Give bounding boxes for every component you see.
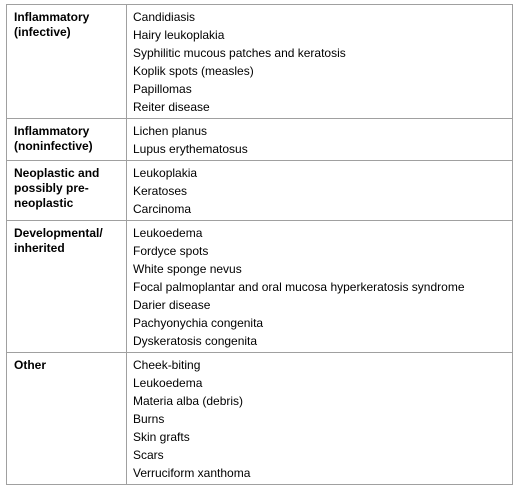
table-row [7, 5, 513, 119]
items-cell [127, 119, 513, 161]
items-cell [127, 5, 513, 119]
list-item: Verruciform xanthoma [133, 466, 251, 480]
list-item: Cheek-biting [133, 358, 201, 372]
category-cell: Inflammatory (infective) [7, 5, 127, 119]
items-cell [127, 161, 513, 221]
list-item: Hairy leukoplakia [133, 28, 225, 42]
category-cell: Developmental/ inherited [7, 221, 127, 353]
category-cell: Inflammatory (noninfective) [7, 119, 127, 161]
list-item: Carcinoma [133, 202, 192, 216]
list-item: Fordyce spots [133, 244, 209, 258]
list-item: Keratoses [133, 184, 188, 198]
list-item: Candidiasis [133, 10, 196, 24]
list-item: White sponge nevus [133, 262, 242, 276]
list-item: Pachyonychia congenita [133, 316, 264, 330]
list-item: Dyskeratosis congenita [133, 334, 258, 348]
list-item: Reiter disease [133, 100, 210, 114]
list-item: Leukoedema [133, 376, 203, 390]
list-item: Skin grafts [133, 430, 190, 444]
list-item: Syphilitic mucous patches and keratosis [133, 46, 346, 60]
list-item: Burns [133, 412, 165, 426]
list-item: Focal palmoplantar and oral mucosa hyperkeratosis syndrome [133, 280, 465, 294]
list-item: Papillomas [133, 82, 192, 96]
table-row [7, 119, 513, 161]
items-cell [127, 353, 513, 485]
list-item: Lupus erythematosus [133, 142, 248, 156]
table-body [7, 5, 513, 485]
list-item: Materia alba (debris) [133, 394, 244, 408]
category-cell: Other [7, 353, 127, 485]
list-item: Lichen planus [133, 124, 208, 138]
list-item: Koplik spots (measles) [133, 64, 254, 78]
table-row [7, 221, 513, 353]
list-item: Darier disease [133, 298, 211, 312]
list-item: Leukoplakia [133, 166, 198, 180]
list-item: Leukoedema [133, 226, 203, 240]
classification-table-container [6, 4, 513, 485]
table-row [7, 161, 513, 221]
classification-table [6, 4, 513, 485]
category-cell: Neoplastic and possibly pre-neoplastic [7, 161, 127, 221]
table-row [7, 353, 513, 485]
items-cell [127, 221, 513, 353]
list-item: Scars [133, 448, 164, 462]
